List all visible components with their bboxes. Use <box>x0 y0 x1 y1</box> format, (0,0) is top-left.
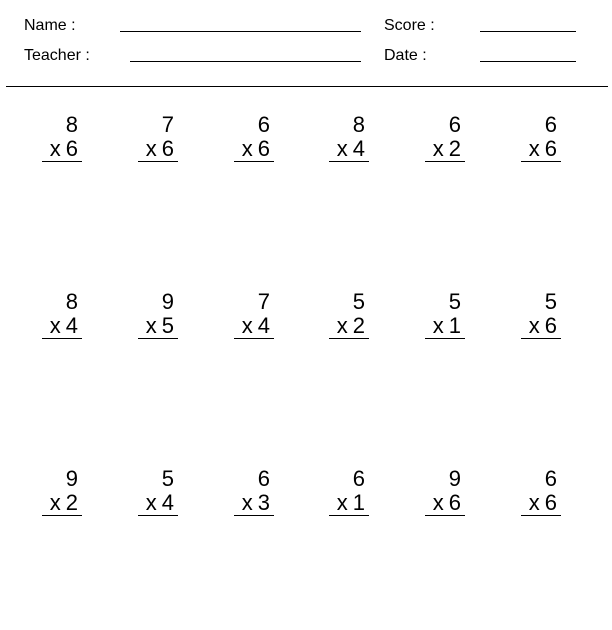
multiplier: 6 <box>544 490 557 515</box>
multiplier: 4 <box>65 313 78 338</box>
problem-r3-c6 <box>521 467 561 516</box>
multiplier-line <box>138 137 178 162</box>
multiply-operator: x <box>528 490 540 515</box>
multiply-operator: x <box>336 490 348 515</box>
multiplicand: 5 <box>544 289 557 314</box>
multiplier-line <box>329 491 369 516</box>
multiply-operator: x <box>145 136 157 161</box>
multiplier-line <box>42 314 82 339</box>
multiply-operator: x <box>528 313 540 338</box>
multiplicand: 7 <box>161 112 174 137</box>
multiplier: 6 <box>161 136 174 161</box>
multiplicand: 6 <box>544 466 557 491</box>
multiplier: 6 <box>544 136 557 161</box>
multiply-operator: x <box>145 313 157 338</box>
multiplier-line <box>329 314 369 339</box>
multiplicand: 6 <box>257 466 270 491</box>
multiplier: 1 <box>448 313 461 338</box>
multiply-operator: x <box>336 136 348 161</box>
multiplicand: 8 <box>65 289 78 314</box>
multiplier: 6 <box>544 313 557 338</box>
multiply-operator: x <box>241 136 253 161</box>
multiplier: 6 <box>65 136 78 161</box>
multiplier-line <box>138 491 178 516</box>
multiplier: 2 <box>448 136 461 161</box>
multiplier: 4 <box>161 490 174 515</box>
problem-r3-c3 <box>234 467 274 516</box>
problem-r2-c3 <box>234 290 274 339</box>
multiplicand: 9 <box>65 466 78 491</box>
multiplicand: 5 <box>448 289 461 314</box>
multiplicand: 6 <box>257 112 270 137</box>
multiply-operator: x <box>49 136 61 161</box>
multiplicand: 8 <box>65 112 78 137</box>
multiply-operator: x <box>241 490 253 515</box>
problem-r2-c1 <box>42 290 82 339</box>
problem-r2-c2 <box>138 290 178 339</box>
multiply-operator: x <box>49 313 61 338</box>
problem-r3-c4 <box>329 467 369 516</box>
multiplier: 4 <box>257 313 270 338</box>
multiply-operator: x <box>432 313 444 338</box>
multiplier-line <box>329 137 369 162</box>
problem-r1-c3 <box>234 113 274 162</box>
multiplier: 1 <box>352 490 365 515</box>
multiplier: 5 <box>161 313 174 338</box>
multiplier-line <box>521 491 561 516</box>
problem-r2-c5 <box>425 290 465 339</box>
multiplicand: 6 <box>352 466 365 491</box>
date-label: Date : <box>384 47 427 64</box>
date-field[interactable] <box>480 61 576 62</box>
multiplier: 6 <box>257 136 270 161</box>
multiplier-line <box>234 491 274 516</box>
multiplier: 6 <box>448 490 461 515</box>
multiply-operator: x <box>49 490 61 515</box>
multiplier-line <box>425 314 465 339</box>
multiply-operator: x <box>528 136 540 161</box>
problem-r3-c5 <box>425 467 465 516</box>
multiplier-line <box>234 137 274 162</box>
multiplier-line <box>425 491 465 516</box>
multiplicand: 9 <box>448 466 461 491</box>
multiplier: 3 <box>257 490 270 515</box>
multiplicand: 5 <box>161 466 174 491</box>
multiplier-line <box>425 137 465 162</box>
problem-r3-c2 <box>138 467 178 516</box>
header-divider <box>6 86 608 87</box>
multiplicand: 7 <box>257 289 270 314</box>
multiplier-line <box>521 137 561 162</box>
name-field[interactable] <box>120 31 361 32</box>
multiply-operator: x <box>145 490 157 515</box>
problem-r1-c6 <box>521 113 561 162</box>
multiplicand: 6 <box>544 112 557 137</box>
multiplier-line <box>234 314 274 339</box>
multiplier: 2 <box>65 490 78 515</box>
multiplicand: 5 <box>352 289 365 314</box>
multiplicand: 9 <box>161 289 174 314</box>
problem-r3-c1 <box>42 467 82 516</box>
multiply-operator: x <box>432 490 444 515</box>
multiply-operator: x <box>336 313 348 338</box>
score-field[interactable] <box>480 31 576 32</box>
score-label: Score : <box>384 17 435 34</box>
multiplicand: 6 <box>448 112 461 137</box>
problem-r1-c1 <box>42 113 82 162</box>
multiplier-line <box>42 491 82 516</box>
problem-r1-c5 <box>425 113 465 162</box>
name-label: Name : <box>24 17 76 34</box>
multiplier: 2 <box>352 313 365 338</box>
problem-r1-c2 <box>138 113 178 162</box>
problem-r1-c4 <box>329 113 369 162</box>
multiplier: 4 <box>352 136 365 161</box>
teacher-field[interactable] <box>130 61 361 62</box>
multiply-operator: x <box>432 136 444 161</box>
multiplier-line <box>138 314 178 339</box>
multiplier-line <box>521 314 561 339</box>
problem-r2-c4 <box>329 290 369 339</box>
multiply-operator: x <box>241 313 253 338</box>
multiplicand: 8 <box>352 112 365 137</box>
problem-r2-c6 <box>521 290 561 339</box>
multiplier-line <box>42 137 82 162</box>
teacher-label: Teacher : <box>24 47 90 64</box>
